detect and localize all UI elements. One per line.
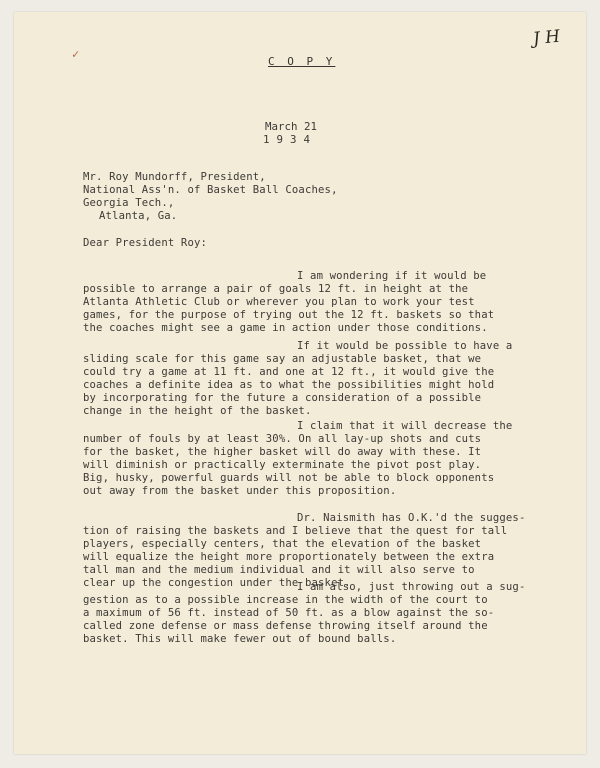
text-line: I am also, just throwing out a sug-: [297, 581, 526, 593]
date-month-day: March 21: [265, 120, 318, 133]
text-line: basket. This will make fewer out of bound balls.: [83, 633, 397, 645]
text-line: clear up the congestion under the basket.: [83, 577, 351, 589]
text-line: gestion as to a possible increase in the width of the court to: [83, 594, 488, 606]
text-line: players, especially centers, that the elevation of the basket: [83, 538, 482, 550]
text-line: a maximum of 56 ft. instead of 50 ft. as a blow against the so-: [83, 607, 495, 619]
text-line: for the basket, the higher basket will do away with these. It: [83, 446, 482, 458]
address-line: Georgia Tech.,: [83, 197, 175, 209]
salutation: Dear President Roy:: [83, 237, 208, 249]
pencil-mark: ✓: [72, 47, 80, 61]
text-line: I am wondering if it would be: [297, 270, 487, 282]
text-line: will diminish or practically exterminate the pivot post play.: [83, 459, 482, 471]
text-line: the coaches might see a game in action under those conditions.: [83, 322, 488, 334]
text-line: If it would be possible to have a: [297, 340, 513, 352]
text-line: possible to arrange a pair of goals 12 ft. in height at the: [83, 283, 469, 295]
text-line: Dr. Naismith has O.K.'d the sugges-: [297, 512, 526, 524]
text-line: I claim that it will decrease the: [297, 420, 513, 432]
handwritten-initials: J H: [531, 26, 561, 50]
text-line: could try a game at 11 ft. and one at 12 ft., it would give the: [83, 366, 495, 378]
text-line: will equalize the height more proportionately between the extra: [83, 551, 495, 563]
text-line: out away from the basket under this proposition.: [83, 485, 397, 497]
text-line: by incorporating for the future a consideration of a possible: [83, 392, 482, 404]
address-line: National Ass'n. of Basket Ball Coaches,: [83, 184, 338, 196]
text-line: number of fouls by at least 30%. On all lay-up shots and cuts: [83, 433, 482, 445]
text-line: games, for the purpose of trying out the 12 ft. baskets so that: [83, 309, 495, 321]
date-year: 1934: [263, 133, 318, 146]
text-line: change in the height of the basket.: [83, 405, 312, 417]
text-line: tall man and the medium individual and it will also serve to: [83, 564, 475, 576]
copy-heading: C O P Y: [268, 55, 336, 68]
text-line: tion of raising the baskets and I believe that the quest for tall: [83, 525, 508, 537]
address-line: Atlanta, Ga.: [99, 210, 178, 222]
text-line: sliding scale for this game say an adjustable basket, that we: [83, 353, 482, 365]
text-line: called zone defense or mass defense throwing itself around the: [83, 620, 488, 632]
text-line: Atlanta Athletic Club or wherever you plan to work your test: [83, 296, 475, 308]
address-line: Mr. Roy Mundorff, President,: [83, 171, 266, 183]
text-line: Big, husky, powerful guards will not be able to block opponents: [83, 472, 495, 484]
text-line: coaches a definite idea as to what the possibilities might hold: [83, 379, 495, 391]
